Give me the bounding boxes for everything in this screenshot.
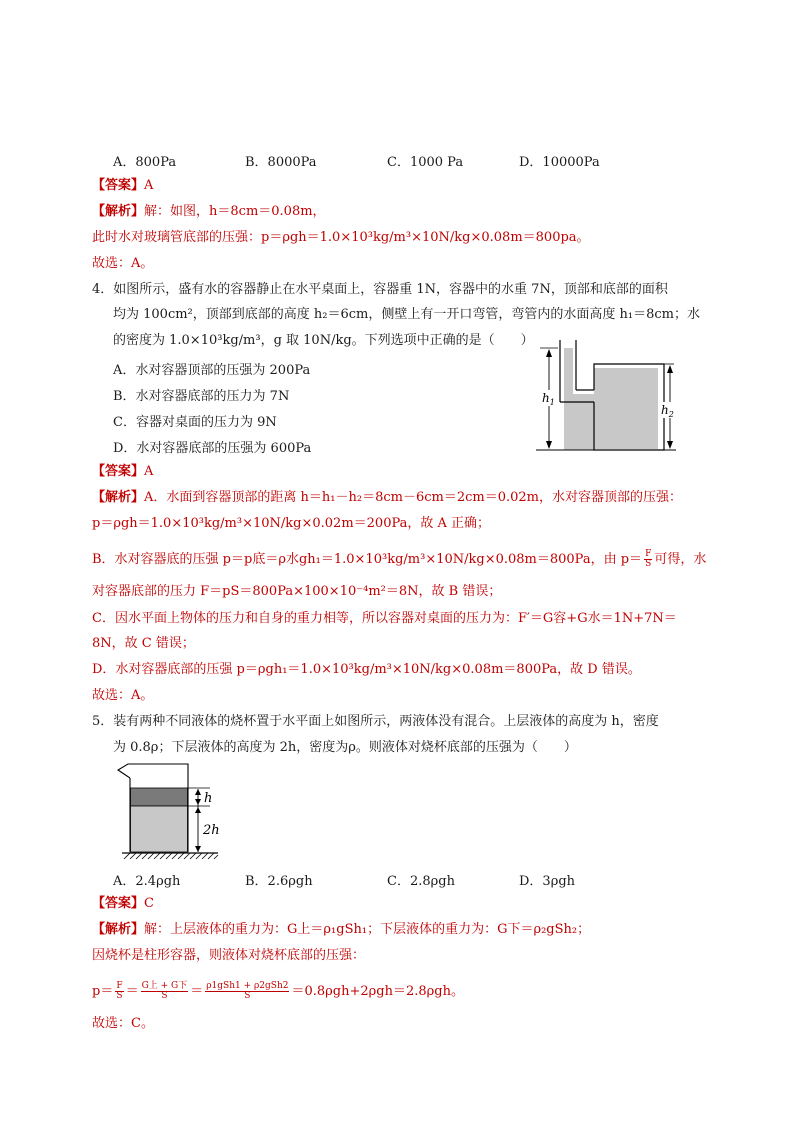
q5-fraction-1: $\frac{F}{S}$ [116, 981, 123, 1001]
water-fill [564, 348, 658, 450]
q4-stem-line1: 4．如图所示，盛有水的容器静止在水平桌面上，容器重 1N，容器中的水重 7N，顶部和底部的面积 [92, 282, 668, 297]
q4-analysis-d: D．水对容器底部的压强 p＝ρgh₁＝1.0×10³kg/m³×10N/kg×0.08m＝800Pa，故 D 错误。 [92, 662, 641, 677]
q5-analysis-line2: 因烧杯是柱形容器，则液体对烧杯底部的压强： [92, 948, 366, 963]
q4-stem-line2: 均为 100cm²，顶部到底部的高度 h₂＝6cm，侧壁上有一开口弯管，弯管内的水面高度 h₁＝8cm；水 [113, 307, 700, 322]
q3-analysis-line2: 此时水对玻璃管底部的压强：p＝ρgh＝1.0×10³kg/m³×10N/kg×0.08m＝800pa。 [92, 230, 590, 245]
q4-container-figure [536, 340, 676, 456]
q3-option-c: C．1000 Pa [387, 155, 464, 170]
q4-analysis-c1: C．因水平面上物体的压力和自身的重力相等，所以容器对桌面的压力为：F′＝G容+G水＝1N+7N＝ [92, 611, 677, 626]
q4-analysis-a1 [92, 489, 682, 507]
q4-b-fraction: $\frac{F}{S}$ [645, 549, 652, 569]
q5-formula-p: p＝ [92, 984, 114, 999]
q4-conclusion: 故选：A。 [92, 688, 154, 703]
q4-b-text-post: 可得，水 [654, 552, 707, 567]
q5-option-b: B．2.6ρgh [245, 874, 313, 889]
q5-stem-line2: 为 0.8ρ；下层液体的高度为 2h，密度为ρ。则液体对烧杯底部的压强为（ ） [113, 740, 577, 755]
h2-label: $h_2$ [661, 403, 674, 419]
ground-hatching [124, 853, 218, 859]
answer-tag: 【答案】 [92, 178, 145, 193]
q5-fraction-3: $\frac{\text{ρ1gSh1 + ρ2gSh2}}{S}$ [206, 981, 289, 1001]
lower-height-label: 2h [203, 823, 220, 838]
q5-option-c: C．2.8ρgh [387, 874, 455, 889]
q4-b-text: B．水对容器底的压强 p＝p底＝ρ水gh₁＝1.0×10³kg/m³×10N/kg×0.08m＝800Pa，由 p＝ [92, 552, 643, 567]
analysis-tag: 【解析】 [92, 490, 145, 505]
q5-analysis-line1 [92, 921, 590, 939]
upper-height-label: h [204, 791, 213, 806]
q4-option-d: D．水对容器底部的压强为 600Pa [113, 441, 312, 456]
q5-answer: C [144, 896, 154, 911]
h2-arrow-down [667, 441, 673, 449]
q4-analysis-a2: p＝ρgh＝1.0×10³kg/m³×10N/kg×0.02m＝200Pa，故 A 正确； [92, 516, 491, 531]
q3-answer-line [92, 177, 153, 195]
q4-stem-line3: 的密度为 1.0×10³kg/m³，g 取 10N/kg。下列选项中正确的是（ ） [113, 333, 534, 348]
lower-liquid [131, 806, 188, 852]
q3-option-a: A．800Pa [113, 155, 177, 170]
h1-label: $h_1$ [542, 391, 555, 407]
q4-option-c: C．容器对桌面的压力为 9N [113, 415, 277, 430]
q3-option-d: D．10000Pa [519, 155, 600, 170]
answer-tag: 【答案】 [92, 464, 145, 479]
q4-option-b: B．水对容器底部的压力为 7N [113, 389, 290, 404]
q5-formula: p＝ $\frac{F}{S}$ ＝ $\frac{\text{G上 + G下}}{S}$ ＝ $\frac{\text{ρ1gSh1 + ρ2gSh2}}{S}$ ＝0.8ρgh+2ρgh＝2.8ρgh。 [92, 981, 464, 1001]
q4-analysis-b1 [92, 550, 706, 569]
q5-analysis-text1: 解：上层液体的重力为：G上＝ρ₁gSh₁；下层液体的重力为：G下＝ρ₂gSh₂； [144, 922, 591, 937]
q5-option-d: D．3ρgh [519, 874, 576, 889]
q4-answer: A [144, 464, 154, 479]
answer-tag: 【答案】 [92, 896, 145, 911]
q5-answer-line [92, 895, 154, 913]
h1-arrow-down [546, 441, 552, 449]
q4-analysis-a-text: A．水面到容器顶部的距离 h＝h₁－h₂＝8cm－6cm＝2cm＝0.02m，水对容器顶部的压强： [144, 490, 682, 505]
q3-answer: A [144, 178, 154, 193]
beaker-spout [118, 764, 188, 788]
q4-answer-line [92, 463, 153, 481]
q4-option-a: A．水对容器顶部的压强为 200Pa [113, 363, 311, 378]
q5-option-a: A．2.4ρgh [113, 874, 181, 889]
h1-arrow-up [546, 349, 552, 357]
analysis-tag: 【解析】 [92, 922, 145, 937]
h2-arrow-up [667, 365, 673, 373]
q3-conclusion: 故选：A。 [92, 256, 154, 271]
q5-beaker-figure [114, 760, 234, 860]
q5-conclusion: 故选：C。 [92, 1016, 154, 1031]
q5-formula-tail: ＝0.8ρgh+2ρgh＝2.8ρgh。 [291, 984, 464, 999]
q4-analysis-c2: 8N，故 C 错误； [92, 636, 195, 651]
q3-analysis-text1: 解：如图，h＝8cm＝0.08m， [144, 204, 326, 219]
q5-fraction-2: $\frac{\text{G上 + G下}}{S}$ [141, 981, 188, 1001]
q5-stem-line1: 5．装有两种不同液体的烧杯置于水平面上如图所示，两液体没有混合。上层液体的高度为 h，密度 [92, 714, 659, 729]
upper-liquid [131, 788, 188, 806]
q4-analysis-b2: 对容器底部的压力 F＝pS＝800Pa×100×10⁻⁴m²＝8N，故 B 错误； [92, 584, 502, 599]
analysis-tag: 【解析】 [92, 204, 145, 219]
q3-analysis-line1 [92, 203, 326, 221]
q3-option-b: B．8000Pa [245, 155, 317, 170]
